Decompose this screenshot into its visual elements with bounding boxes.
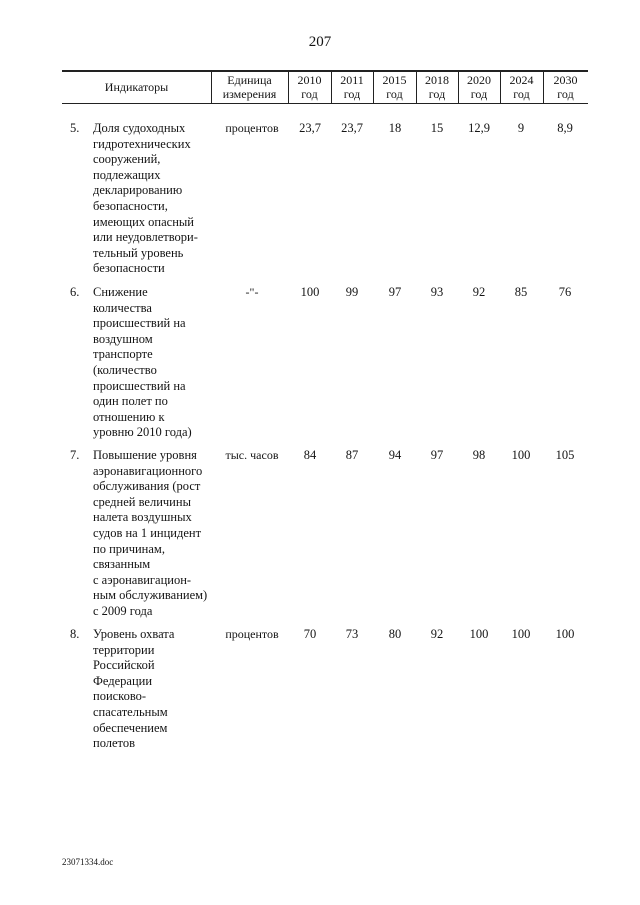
header-year-suffix: год (428, 87, 446, 101)
header-year-2030 (543, 71, 588, 103)
row-number: 6. (70, 285, 80, 299)
row-value-2015: 18 (388, 121, 402, 135)
header-year-2011 (331, 71, 373, 103)
row-value-2010: 84 (303, 448, 317, 462)
header-year-value: 2015 (382, 73, 407, 87)
header-year-value: 2020 (467, 73, 491, 87)
header-year-value: 2024 (509, 73, 534, 87)
row-value-2011: 73 (345, 627, 359, 641)
header-year-value: 2011 (340, 73, 364, 87)
row-value-2018: 93 (430, 285, 444, 299)
row-value-2030: 100 (555, 627, 575, 641)
header-year-value: 2010 (297, 73, 322, 87)
row-number: 8. (70, 627, 80, 641)
header-year-suffix: год (301, 87, 318, 101)
row-unit: процентов (225, 627, 279, 641)
table-header (62, 71, 588, 103)
row-value-2024: 100 (511, 448, 531, 462)
header-year-suffix: год (386, 87, 403, 101)
row-value-2024: 100 (511, 627, 531, 641)
row-value-2024: 9 (517, 121, 525, 135)
row-value-2020: 98 (472, 448, 486, 462)
row-value-2015: 97 (388, 285, 402, 299)
row-indicator-name: Уровень охвата территории Российской Федерации поисково- спасательным обеспечением полетов (93, 627, 175, 751)
row-unit: тыс. часов (225, 448, 279, 462)
header-year-2018 (416, 71, 458, 103)
row-indicator-name: Повышение уровня аэронавигационного обслуживания (рост средней величины налета воздушных судов на 1 инцидент по причинам, связанным с аэронавигацион- ным обслуживанием) с 2009 года (93, 448, 208, 618)
header-year-value: 2030 (553, 73, 578, 87)
row-number: 5. (70, 121, 80, 135)
header-year-suffix: год (470, 87, 488, 101)
row-value-2011: 99 (345, 285, 359, 299)
row-value-2030: 8,9 (557, 121, 573, 135)
row-value-2030: 105 (555, 448, 575, 462)
row-number: 7. (70, 448, 80, 462)
header-year-value: 2018 (425, 73, 449, 87)
header-indicators: Индикаторы (104, 80, 169, 94)
footer-filename: 23071334.doc (62, 857, 114, 867)
header-year-2020 (458, 71, 500, 103)
header-unit (211, 71, 288, 103)
row-value-2020: 12,9 (468, 121, 490, 135)
row-value-2020: 100 (469, 627, 489, 641)
row-value-2011: 87 (345, 448, 359, 462)
row-value-2015: 94 (388, 448, 402, 462)
row-unit: процентов (225, 121, 279, 135)
header-year-2010 (288, 71, 331, 103)
row-value-2030: 76 (558, 285, 572, 299)
row-value-2018: 15 (430, 121, 444, 135)
row-value-2018: 97 (430, 448, 444, 462)
row-value-2011: 23,7 (341, 121, 363, 135)
row-value-2010: 23,7 (299, 121, 321, 135)
row-value-2015: 80 (388, 627, 402, 641)
row-value-2024: 85 (514, 285, 528, 299)
page-number: 207 (308, 34, 332, 50)
row-value-2018: 92 (430, 627, 444, 641)
header-year-suffix: год (557, 87, 574, 101)
row-value-2020: 92 (472, 285, 486, 299)
row-unit: -"- (245, 285, 259, 299)
row-indicator-name: Снижение количества происшествий на воздушном транспорте (количество происшествий на один полет по отношению к уровню 2010 года) (93, 285, 192, 440)
header-year-2015 (373, 71, 416, 103)
header-year-2024 (500, 71, 543, 103)
row-value-2010: 100 (300, 285, 320, 299)
row-indicator-name: Доля судоходных гидротехнических сооружений, подлежащих декларированию безопасности, имеющих опасный или неудовлетвори- тельный уровень безопасности (93, 121, 198, 276)
table-header-bottom-rule (62, 103, 588, 104)
row-value-2010: 70 (303, 627, 317, 641)
header-year-suffix: год (513, 87, 530, 101)
header-unit-line1: Единица (227, 73, 272, 87)
header-year-suffix: год (343, 87, 361, 101)
header-unit-line2: измерения (222, 87, 277, 101)
